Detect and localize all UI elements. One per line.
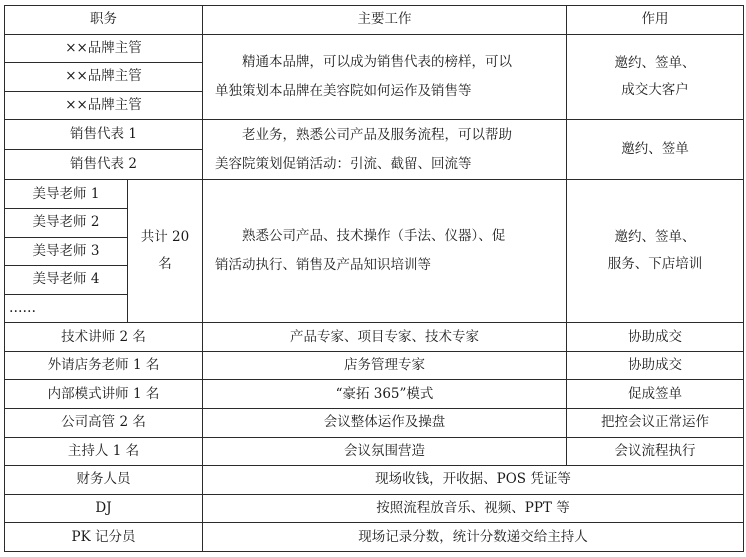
work-line: 熟悉公司产品、技术操作（手法、仪器）、促 — [242, 228, 506, 245]
role-cell: 美导老师 4 — [5, 266, 128, 295]
work-cell: 按照流程放音乐、视频、PPT 等 — [203, 494, 744, 523]
work-line: 销活动执行、销售及产品知识培训等 — [215, 257, 431, 274]
function-cell — [567, 34, 744, 120]
table-row — [5, 437, 744, 466]
work-line: 美容院策划促销活动：引流、截留、回流等 — [215, 155, 472, 172]
role-cell: 技术讲师 2 名 — [5, 323, 203, 352]
total-line: 名 — [158, 256, 172, 273]
function-cell: 把控会议正常运作 — [567, 408, 744, 437]
function-line: 服务、下店培训 — [607, 256, 703, 273]
role-cell: ××品牌主管 — [5, 63, 203, 92]
table-row — [5, 323, 744, 352]
function-cell: 促成签单 — [567, 380, 744, 409]
role-cell: 内部模式讲师 1 名 — [5, 380, 203, 409]
work-cell: 会议整体运作及操盘 — [203, 408, 567, 437]
work-cell: “豪拓 365”模式 — [203, 380, 567, 409]
table-row — [5, 180, 744, 209]
header-role: 职务 — [5, 6, 203, 35]
work-cell: 店务管理专家 — [203, 351, 567, 380]
table-row — [5, 494, 744, 523]
role-cell: 财务人员 — [5, 466, 203, 495]
table-row — [5, 351, 744, 380]
role-cell: 公司高管 2 名 — [5, 408, 203, 437]
table-row — [5, 466, 744, 495]
table-row — [5, 34, 744, 63]
function-cell: 协助成交 — [567, 323, 744, 352]
role-cell: 销售代表 1 — [5, 120, 203, 150]
function-cell: 会议流程执行 — [567, 437, 744, 466]
header-function: 作用 — [567, 6, 744, 35]
work-cell — [203, 120, 567, 180]
role-cell: ××品牌主管 — [5, 34, 203, 63]
work-line: 单独策划本品牌在美容院如何运作及销售等 — [215, 82, 472, 99]
role-cell: 主持人 1 名 — [5, 437, 203, 466]
total-line: 共计 20 — [140, 229, 190, 246]
work-cell: 现场记录分数，统计分数递交给主持人 — [203, 523, 744, 552]
table-row — [5, 408, 744, 437]
function-line: 邀约、签单、 — [614, 54, 696, 71]
header-work: 主要工作 — [203, 6, 567, 35]
role-cell: DJ — [5, 494, 203, 523]
role-cell: 美导老师 3 — [5, 237, 128, 266]
function-cell: 邀约、签单 — [567, 120, 744, 180]
role-cell: 销售代表 2 — [5, 150, 203, 180]
function-cell — [567, 180, 744, 323]
work-cell — [203, 180, 567, 323]
role-cell: ××品牌主管 — [5, 91, 203, 120]
role-cell: 外请店务老师 1 名 — [5, 351, 203, 380]
work-cell: 产品专家、项目专家、技术专家 — [203, 323, 567, 352]
work-cell — [203, 34, 567, 120]
table-row — [5, 120, 744, 150]
role-cell: …… — [5, 294, 128, 323]
work-cell: 现场收钱，开收据、POS 凭证等 — [203, 466, 744, 495]
function-cell: 协助成交 — [567, 351, 744, 380]
header-row — [5, 6, 744, 35]
table-row — [5, 523, 744, 552]
work-line: 精通本品牌，可以成为销售代表的榜样，可以 — [242, 53, 512, 70]
total-cell — [128, 180, 203, 323]
function-line: 邀约、签单、 — [614, 229, 696, 246]
work-cell: 会议氛围营造 — [203, 437, 567, 466]
role-cell: 美导老师 2 — [5, 209, 128, 238]
role-cell: 美导老师 1 — [5, 180, 128, 209]
table-row — [5, 380, 744, 409]
work-line: 老业务，熟悉公司产品及服务流程，可以帮助 — [242, 126, 512, 143]
role-cell: PK 记分员 — [5, 523, 203, 552]
staff-duty-table — [4, 5, 744, 552]
function-line: 成交大客户 — [621, 81, 689, 98]
